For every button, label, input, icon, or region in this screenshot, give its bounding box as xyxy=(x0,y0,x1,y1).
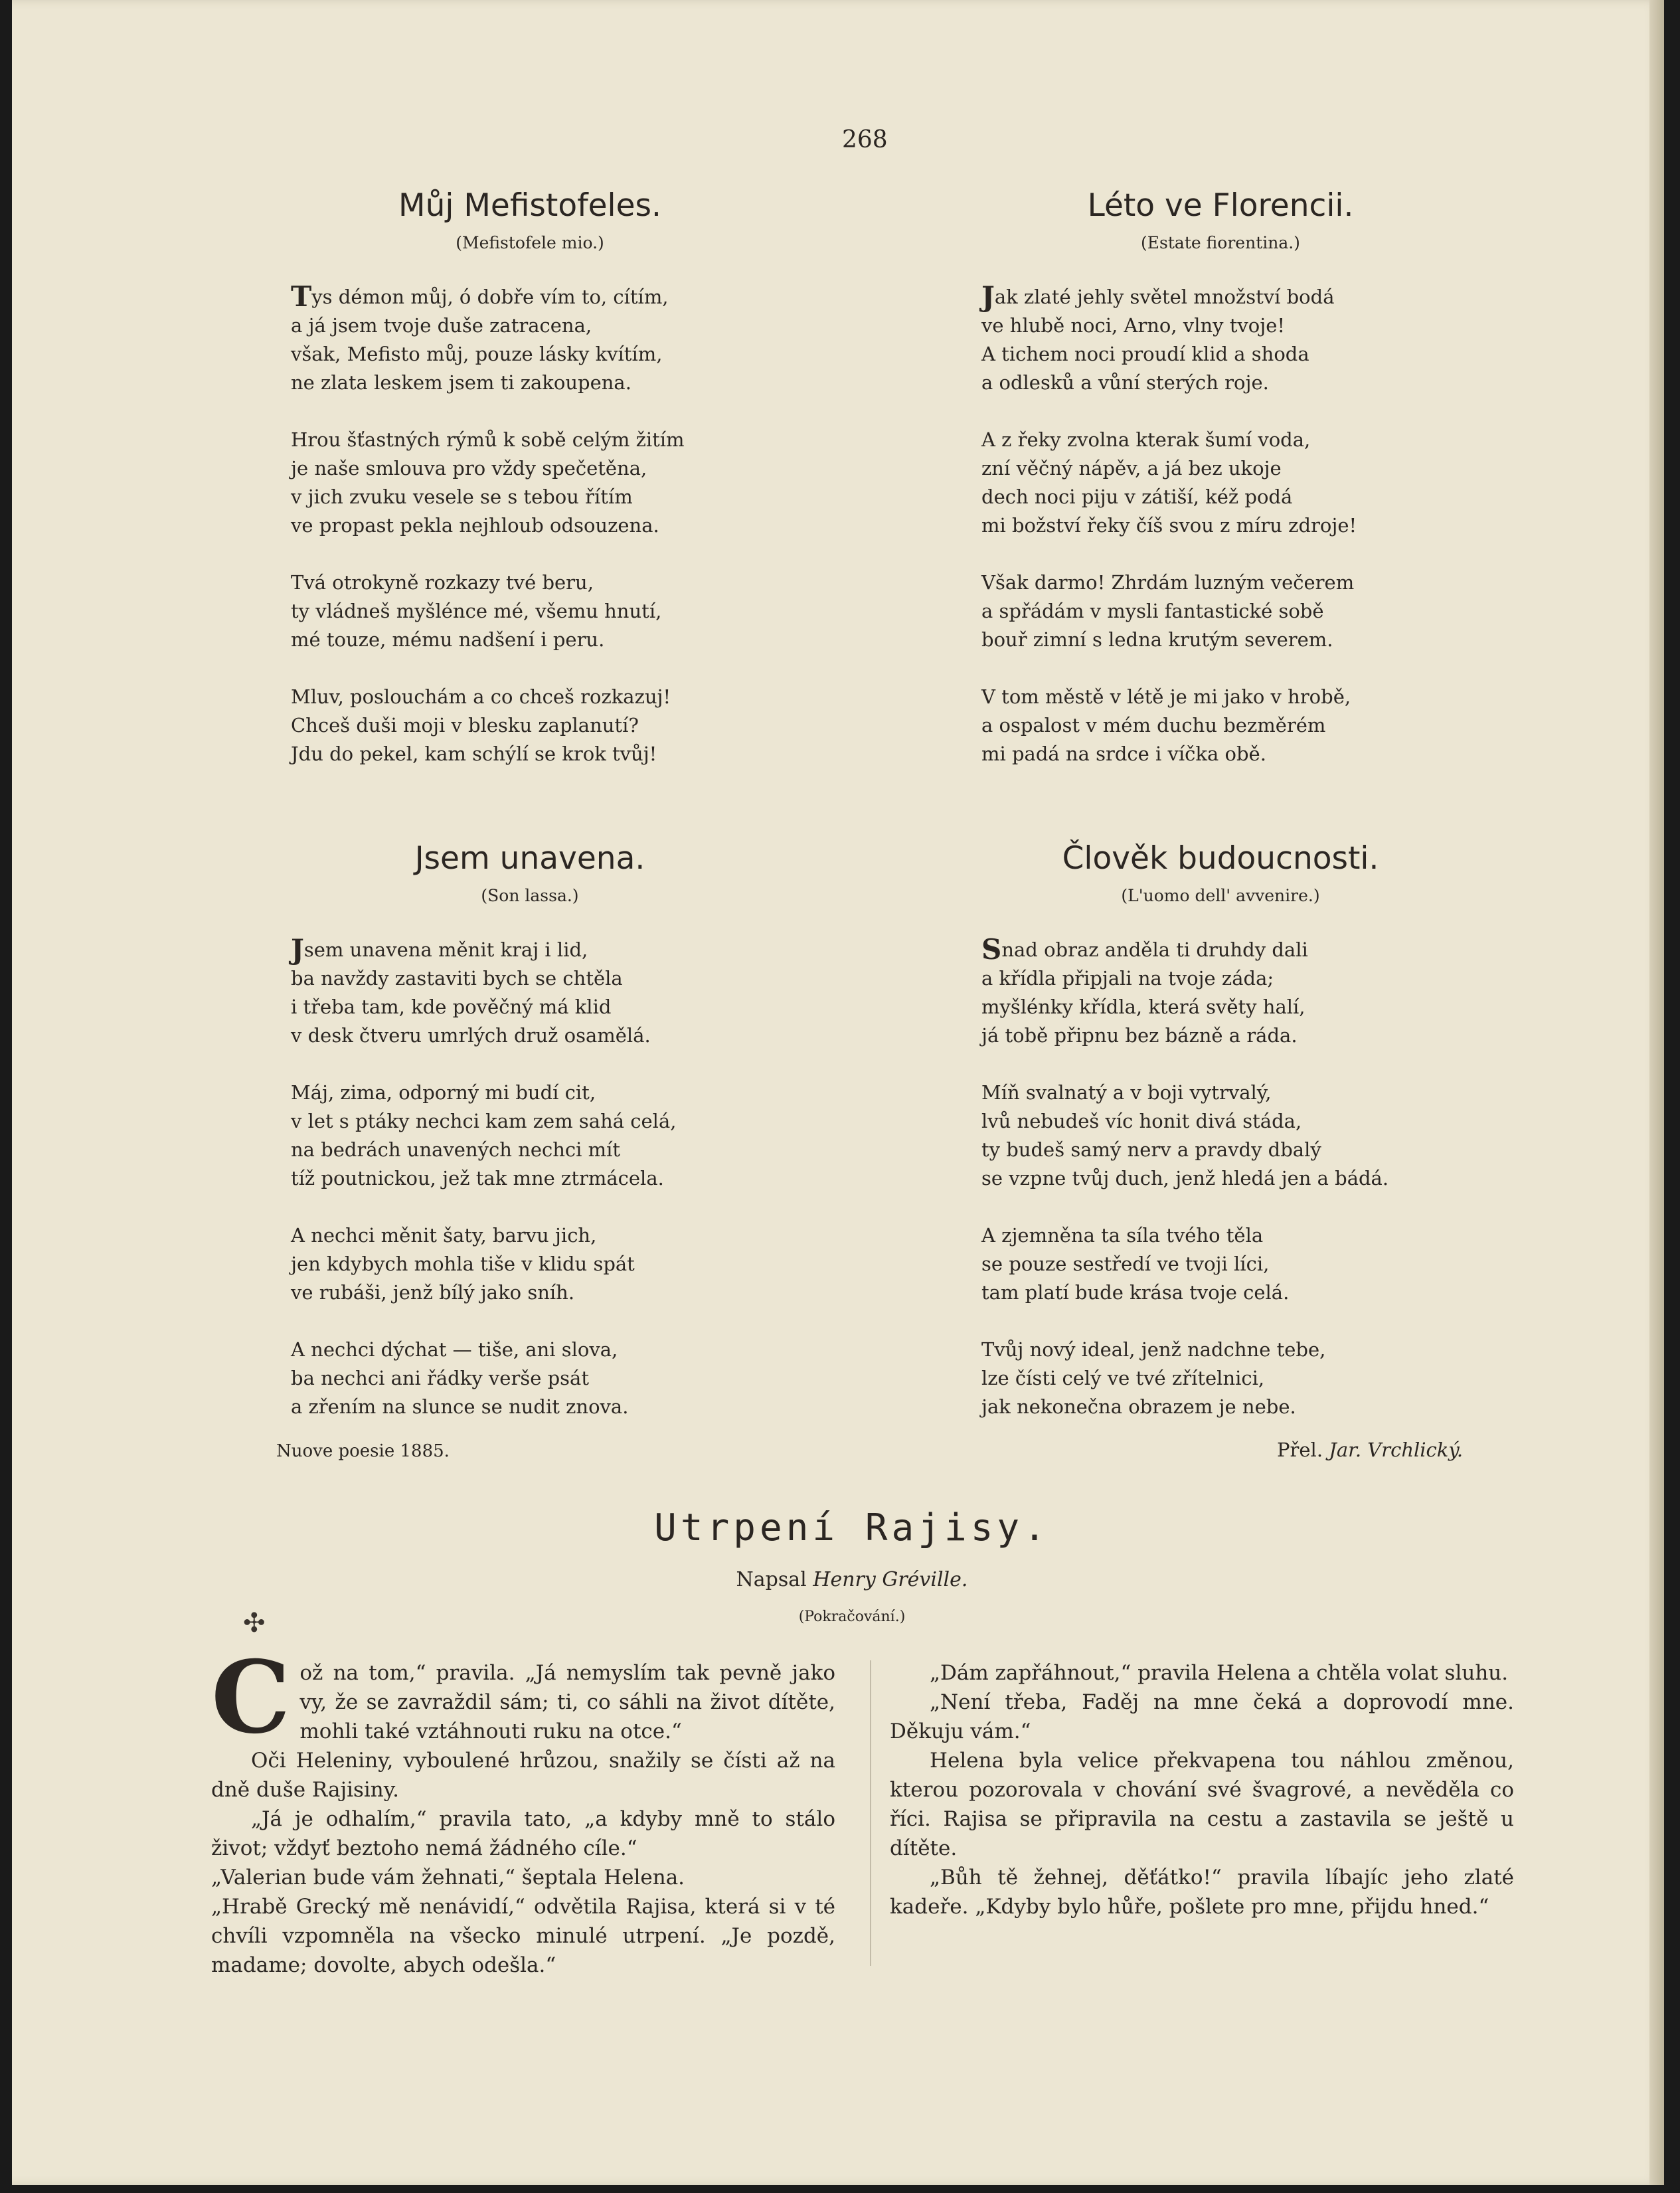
verse-line: mi padá na srdce i víčka obě. xyxy=(981,743,1266,765)
verse-line: mi božství řeky číš svou z míru zdroje! xyxy=(981,514,1357,537)
verse-line: na bedrách unavených nechci mít xyxy=(291,1138,621,1161)
verse-line: lvů nebudeš víc honit divá stáda, xyxy=(981,1110,1302,1132)
poem-subtitle: (Son lassa.) xyxy=(481,886,579,905)
verse-line: a ospalost v mém duchu bezměrém xyxy=(981,714,1326,737)
poem-title: Léto ve Florencii. xyxy=(1087,187,1354,224)
continuation-note: (Pokračování.) xyxy=(798,1609,906,1625)
verse-line: mé touze, mému nadšení i peru. xyxy=(291,628,605,651)
verse-line: Máj, zima, odporný mi budí cit, xyxy=(291,1081,596,1104)
paragraph: Což na tom,“ pravila. „Já nemyslím tak pevně jako vy, že se zavraždil sám; ti, co sáhli na život dítěte, mohli také vztáhnouti ruku na otce.“ xyxy=(211,1639,835,1756)
verse-line: i třeba tam, kde pověčný má klid xyxy=(291,996,612,1018)
verse-line: tam platí bude krása tvoje celá. xyxy=(981,1281,1290,1304)
paragraph: „Valerian bude vám žehnati,“ šeptala Helena. xyxy=(211,1866,685,1889)
verse-line: A tichem noci proudí klid a shoda xyxy=(981,343,1309,365)
stanza xyxy=(981,1079,1460,1193)
verse-line: dech noci piju v zátiší, kéž podá xyxy=(981,485,1293,508)
verse-line: ne zlata leskem jsem ti zakoupena. xyxy=(291,371,631,394)
column-divider xyxy=(870,1660,871,1966)
verse-line: je naše smlouva pro vždy spečetěna, xyxy=(291,457,647,480)
verse-line: a odlesků a vůní sterých roje. xyxy=(981,371,1269,394)
paragraph: „Bůh tě žehnej, děťátko!“ pravila líbajíc jeho zlaté kadeře. „Kdyby bylo hůře, pošlete pro mne, přijdu hned.“ xyxy=(890,1866,1514,1919)
verse-line: ve propast pekla nejhloub odsouzena. xyxy=(291,514,659,537)
verse-line: v jich zvuku vesele se s tebou řítím xyxy=(291,485,633,508)
story-column-right xyxy=(890,1658,1514,1921)
verse-line: zní věčný nápěv, a já bez ukoje xyxy=(981,457,1282,480)
verse-line: Však darmo! Zhrdám luzným večerem xyxy=(981,571,1355,594)
verse-line: ba nechci ani řádky verše psát xyxy=(291,1367,589,1389)
author-prefix: Napsal xyxy=(736,1568,807,1591)
poem-body xyxy=(291,933,769,1421)
verse-line: Míň svalnatý a v boji vytrvalý, xyxy=(981,1081,1272,1104)
translator-name: Jar. Vrchlický. xyxy=(1329,1439,1464,1461)
verse-line: ty vládneš myšlénce mé, všemu hnutí, xyxy=(291,600,662,622)
initial-letter: J xyxy=(981,280,995,313)
stanza xyxy=(981,933,1460,1050)
page-number: 268 xyxy=(842,126,888,153)
poem-clovek-budoucnosti xyxy=(981,840,1460,1450)
stanza xyxy=(981,1336,1460,1421)
verse-line: Tvá otrokyně rozkazy tvé beru, xyxy=(291,571,594,594)
verse-line: ve hlubě noci, Arno, vlny tvoje! xyxy=(981,314,1286,337)
poem-body xyxy=(981,280,1460,768)
verse-line: A nechci dýchat — tiše, ani slova, xyxy=(291,1338,618,1361)
paragraph: „Já je odhalím,“ pravila tato, „a kdyby mně to stálo život; vždyť beztoho nemá žádného cíle.“ xyxy=(211,1807,835,1860)
poem-subtitle: (Mefistofele mio.) xyxy=(456,233,604,252)
stanza xyxy=(981,280,1460,397)
poem-title: Jsem unavena. xyxy=(414,840,645,877)
verse-line: se vzpne tvůj duch, jenž hledá jen a bádá. xyxy=(981,1167,1389,1189)
poem-title: Člověk budoucnosti. xyxy=(1062,840,1379,877)
poem-subtitle: (L'uomo dell' avvenire.) xyxy=(1121,886,1320,905)
verse-line: Mluv, poslouchám a co chceš rozkazuj! xyxy=(291,685,671,708)
verse-line: já tobě připnu bez bázně a ráda. xyxy=(981,1024,1298,1047)
verse-line: ba navždy zastaviti bych se chtěla xyxy=(291,967,623,990)
verse-line: A z řeky zvolna kterak šumí voda, xyxy=(981,428,1311,451)
verse-line: A nechci měnit šaty, barvu jich, xyxy=(291,1224,597,1247)
dropcap-ornament-icon: ✣ xyxy=(243,1608,266,1638)
verse-line: A zjemněna ta síla tvého těla xyxy=(981,1224,1264,1247)
stanza xyxy=(291,1079,769,1193)
stanza xyxy=(981,426,1460,540)
stanza xyxy=(981,569,1460,654)
stanza xyxy=(291,426,769,540)
verse-line: bouř zimní s ledna krutým severem. xyxy=(981,628,1333,651)
poem-title: Můj Mefistofeles. xyxy=(398,187,661,224)
verse-line: Chceš duši moji v blesku zaplanutí? xyxy=(291,714,639,737)
poem-subtitle: (Estate fiorentina.) xyxy=(1141,233,1300,252)
paragraph: Oči Heleniny, vyboulené hrůzou, snažily se čísti až na dně duše Rajisiny. xyxy=(211,1749,835,1802)
stanza xyxy=(291,933,769,1050)
stanza xyxy=(291,683,769,768)
poem-body xyxy=(981,933,1460,1421)
verse-line: jak nekonečna obrazem je nebe. xyxy=(981,1395,1296,1418)
verse-line: a křídla připjali na tvoje záda; xyxy=(981,967,1274,990)
poem-leto-ve-florencii xyxy=(981,187,1460,797)
initial-letter: T xyxy=(291,280,312,313)
verse-line: a spřádám v mysli fantastické sobě xyxy=(981,600,1324,622)
verse-line: Jdu do pekel, kam schýlí se krok tvůj! xyxy=(291,743,657,765)
translator-prefix: Přel. xyxy=(1277,1439,1323,1461)
verse-line: ve rubáši, jenž bílý jako sníh. xyxy=(291,1281,575,1304)
story-column-left xyxy=(211,1639,835,1980)
paragraph: Helena byla velice překvapena tou náhlou změnou, kterou pozorovala v chování své švagrové, a nevěděla co říci. Rajisa se připravila na cestu a zastavila se ještě u dítěte. xyxy=(890,1749,1514,1860)
verse-line: Snad obraz anděla ti druhdy dali xyxy=(981,933,1308,966)
story-title: Utrpení Rajisy. xyxy=(654,1506,1050,1549)
verse-line: Jsem unavena měnit kraj i lid, xyxy=(291,933,588,966)
poem-body xyxy=(291,280,769,768)
paragraph: „Není třeba, Faděj na mne čeká a doprovodí mne. Děkuju vám.“ xyxy=(890,1690,1514,1743)
drop-cap: C xyxy=(211,1639,291,1756)
translator-credit xyxy=(1277,1439,1463,1461)
verse-line: a já jsem tvoje duše zatracena, xyxy=(291,314,592,337)
stanza xyxy=(291,1221,769,1307)
verse-line: v desk čtveru umrlých druž osamělá. xyxy=(291,1024,651,1047)
paragraph: „Dám zapřáhnout,“ pravila Helena a chtěla volat sluhu. xyxy=(930,1661,1509,1685)
verse-line: v let s ptáky nechci kam zem sahá celá, xyxy=(291,1110,677,1132)
source-note: Nuove poesie 1885. xyxy=(276,1441,450,1461)
poem-muj-mefistofeles xyxy=(291,187,769,797)
verse-line: Tvůj nový ideal, jenž nadchne tebe, xyxy=(981,1338,1326,1361)
stanza xyxy=(291,569,769,654)
verse-line: myšlénky křídla, která světy halí, xyxy=(981,996,1305,1018)
verse-line: Hrou šťastných rýmů k sobě celým žitím xyxy=(291,428,685,451)
verse-line: a zřením na slunce se nudit znova. xyxy=(291,1395,629,1418)
paragraph: „Hrabě Grecký mě nenávidí,“ odvětila Rajisa, která si v té chvíli vzpomněla na všecko minulé utrpení. „Je pozdě, madame; dovolte, abych odešla.“ xyxy=(211,1895,835,1977)
initial-letter: J xyxy=(291,933,304,966)
verse-line: lze čísti celý ve tvé zřítelnici, xyxy=(981,1367,1265,1389)
stanza xyxy=(981,1221,1460,1307)
poem-jsem-unavena xyxy=(291,840,769,1450)
page-spine-shadow xyxy=(1649,0,1664,2185)
verse-line: tíž poutnickou, jež tak mne ztrmácela. xyxy=(291,1167,664,1189)
book-page xyxy=(12,0,1664,2185)
verse-line: V tom městě v létě je mi jako v hrobě, xyxy=(981,685,1351,708)
verse-line: Tys démon můj, ó dobře vím to, cítím, xyxy=(291,280,669,313)
verse-line: jen kdybych mohla tiše v klidu spát xyxy=(291,1253,635,1275)
verse-line: však, Mefisto můj, pouze lásky kvítím, xyxy=(291,343,663,365)
stanza xyxy=(291,280,769,397)
author-name: Henry Gréville. xyxy=(813,1568,968,1591)
verse-line: se pouze sestředí ve tvoji líci, xyxy=(981,1253,1270,1275)
initial-letter: S xyxy=(981,933,1002,966)
stanza xyxy=(291,1336,769,1421)
verse-line: ty budeš samý nerv a pravdy dbalý xyxy=(981,1138,1321,1161)
story-author xyxy=(12,1568,1680,1591)
stanza xyxy=(981,683,1460,768)
verse-line: Jak zlaté jehly světel množství bodá xyxy=(981,280,1335,313)
